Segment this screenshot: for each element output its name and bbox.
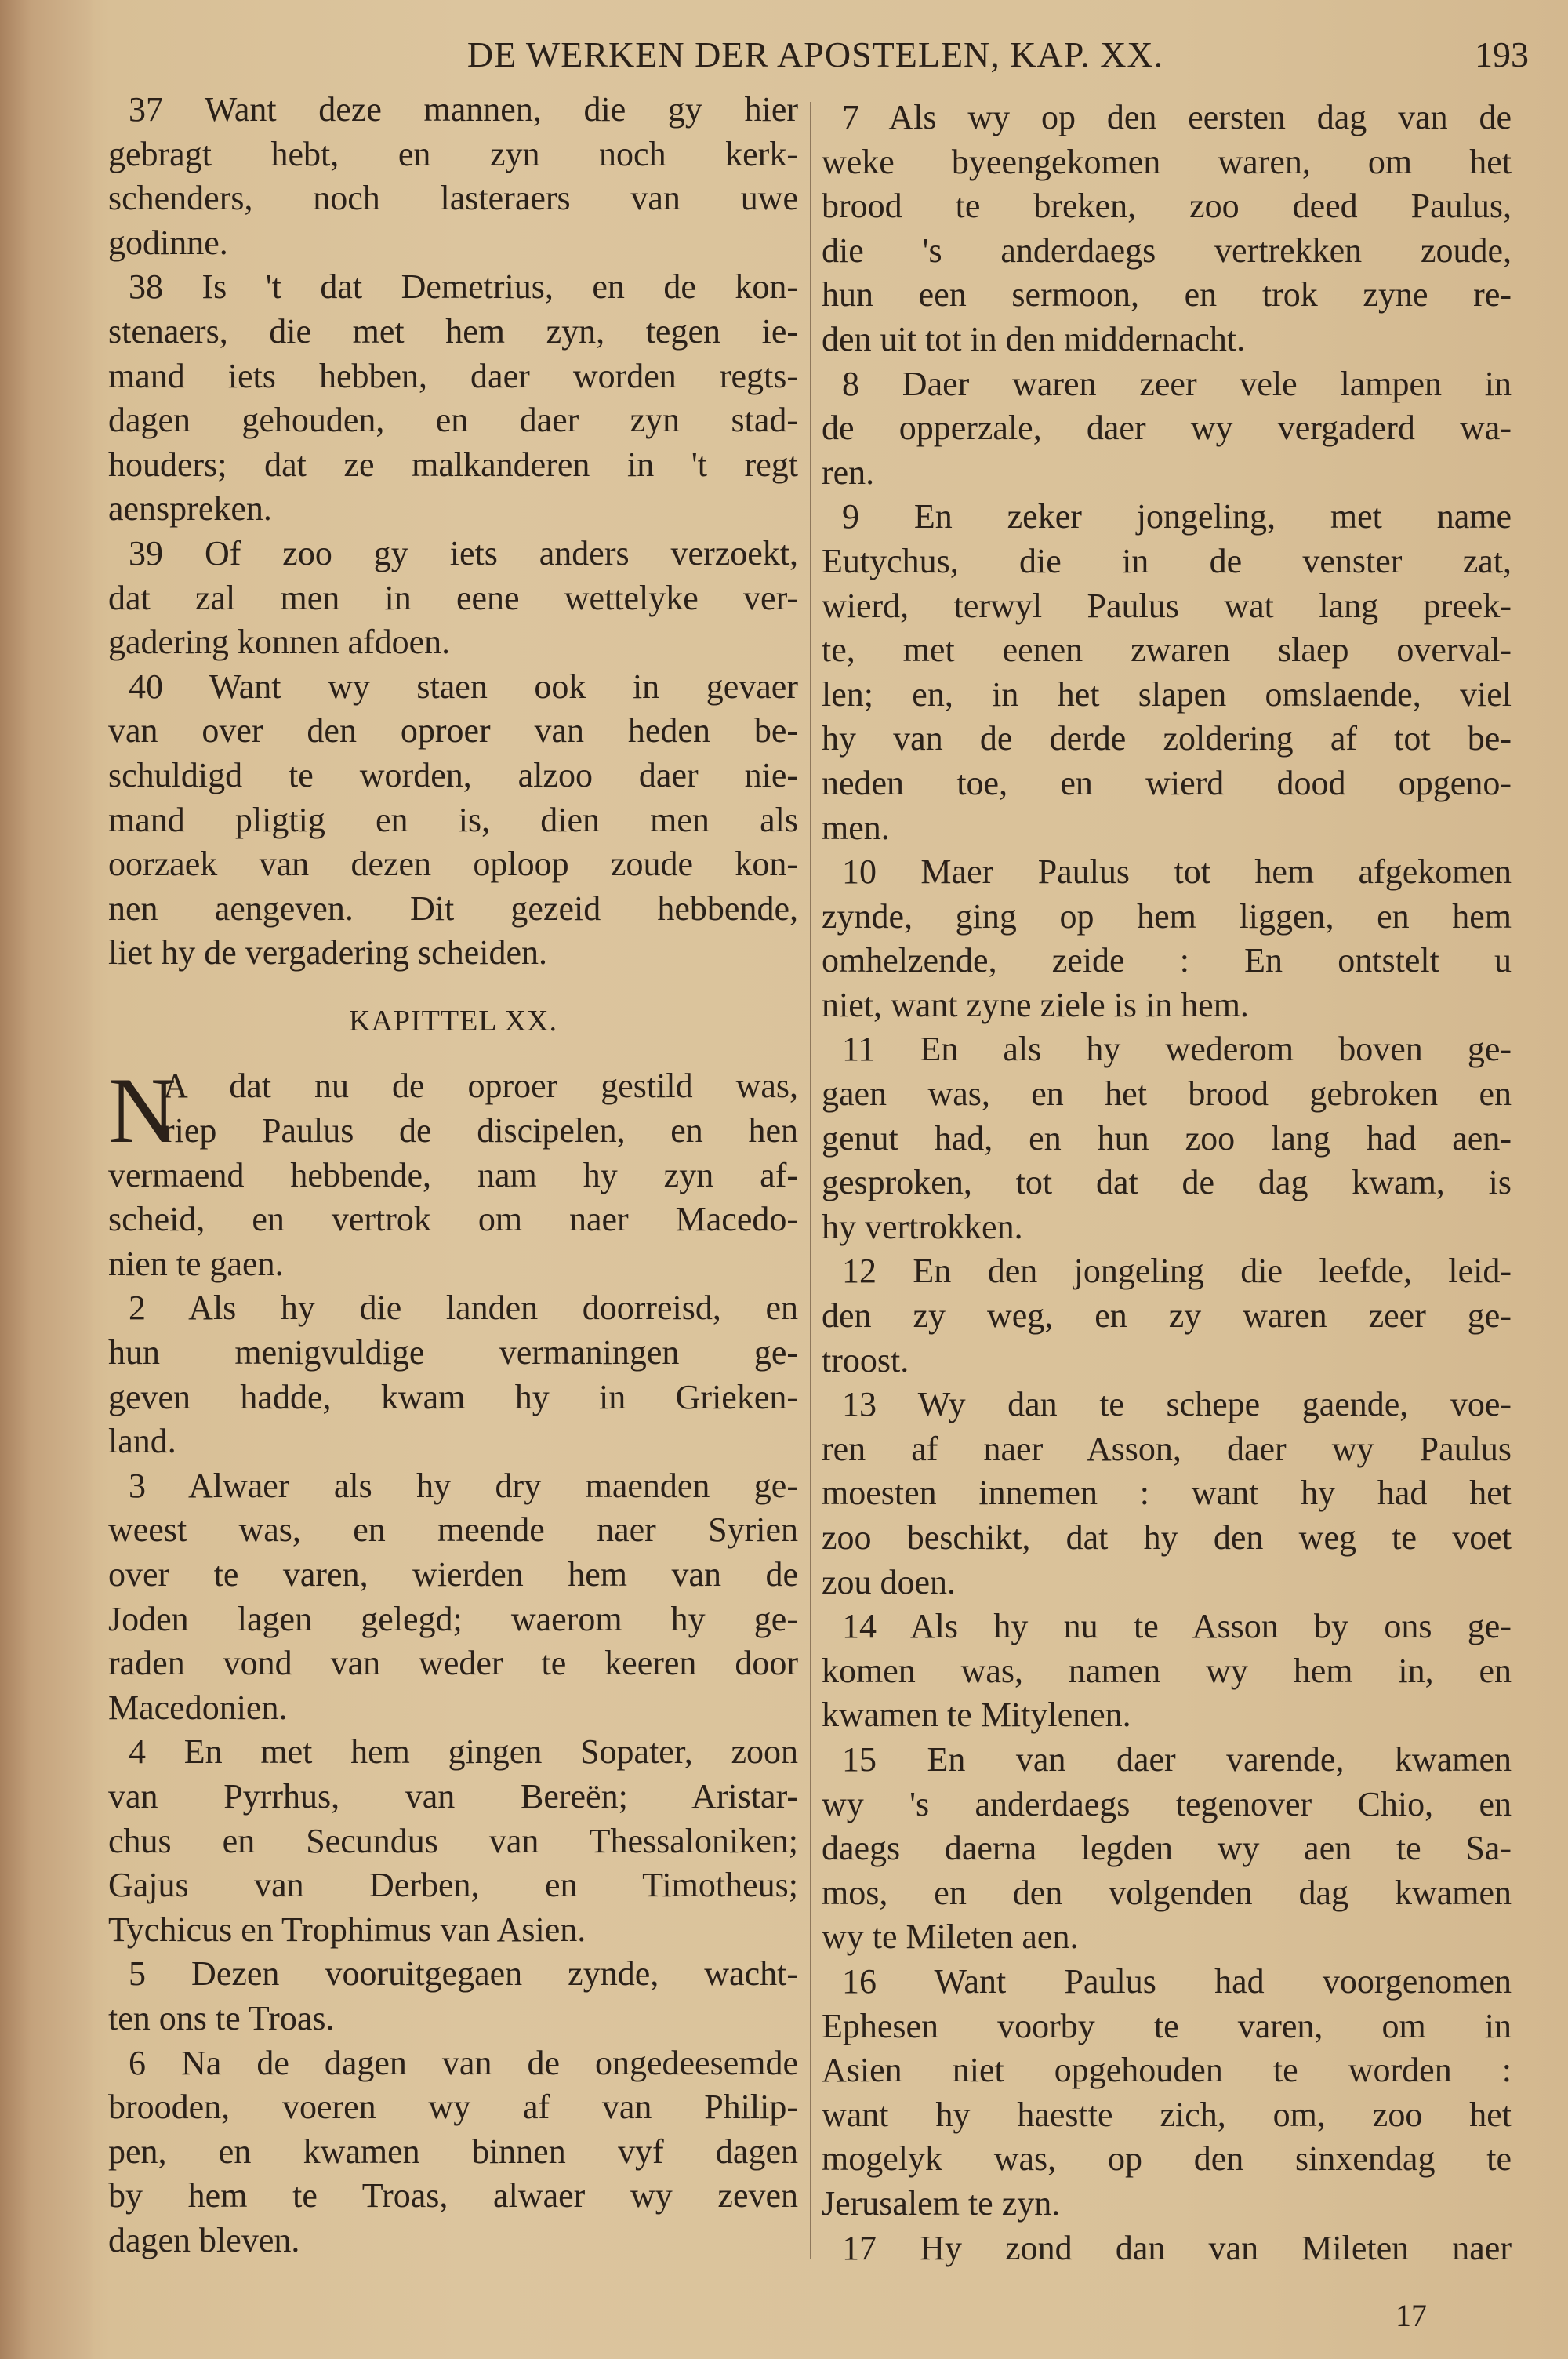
text-line: Gajus van Derben, en Timotheus;	[108, 1866, 798, 1905]
text-line: Tychicus en Trophimus van Asien.	[108, 1910, 586, 1949]
verses-right	[822, 96, 1512, 2270]
text-line: aenspreken.	[108, 489, 272, 529]
text-line: chus en Secundus van Thessaloniken;	[108, 1821, 798, 1860]
running-head: DE WERKEN DER APOSTELEN, KAP. XX.	[466, 35, 1164, 75]
text-line: niet, want zyne ziele is in hem.	[822, 985, 1249, 1024]
text-line: oorzaek van dezen oploop zoude kon-	[108, 845, 798, 884]
chapter-heading: KAPITTEL XX.	[349, 1004, 557, 1038]
verse-paragraph	[822, 1027, 1512, 1249]
text-line: hy vertrokken.	[822, 1207, 1023, 1246]
text-line: vermaend hebbende, nam hy zyn af-	[108, 1155, 798, 1194]
text-line: 17 Hy zond dan van Mileten naer	[842, 2228, 1512, 2267]
text-line: daegs daerna legden wy aen te Sa-	[822, 1829, 1512, 1868]
verse-paragraph	[108, 1952, 798, 2041]
text-line: weest was, en meende naer Syrien	[108, 1510, 798, 1550]
text-line: 15 En van daer varende, kwamen	[842, 1739, 1512, 1779]
verse-paragraph	[108, 532, 798, 665]
text-line: de opperzale, daer wy vergaderd wa-	[822, 409, 1512, 448]
text-line: weke byeengekomen waren, om het	[822, 142, 1512, 181]
text-line: dagen bleven.	[108, 2220, 300, 2259]
text-line: zynde, ging op hem liggen, en hem	[822, 896, 1512, 936]
text-line: A dat nu de oproer gestild was,	[163, 1067, 798, 1106]
text-line: nien te gaen.	[108, 1244, 284, 1283]
text-line: dat zal men in eene wettelyke ver-	[108, 578, 798, 617]
text-line: van over den oproer van heden be-	[108, 711, 798, 751]
text-line: te, met eenen zwaren slaep overval-	[822, 631, 1512, 670]
text-line: 3 Alwaer als hy dry maenden ge-	[129, 1466, 798, 1505]
text-line: mand iets hebben, daer worden regts-	[108, 356, 798, 395]
verse-paragraph	[822, 1960, 1512, 2226]
text-line: men.	[822, 808, 890, 847]
text-line: hy van de derde zoldering af tot be-	[822, 719, 1512, 758]
column-divider	[810, 102, 811, 2259]
verse-paragraph	[108, 1286, 798, 1463]
text-line: wy te Mileten aen.	[822, 1917, 1079, 1957]
text-line: land.	[108, 1422, 176, 1461]
page-number: 193	[1475, 35, 1529, 75]
text-line: zou doen.	[822, 1562, 956, 1601]
text-line: Joden lagen gelegd; waerom hy ge-	[108, 1599, 798, 1638]
verses-chapter-19	[108, 88, 798, 976]
verse-paragraph	[822, 1605, 1512, 1738]
text-line: hun een sermoon, en trok zyne re-	[822, 275, 1512, 314]
text-line: 16 Want Paulus had voorgenomen	[842, 1961, 1512, 2001]
verse-paragraph	[108, 88, 798, 265]
text-line: van Pyrrhus, van Bereën; Aristar-	[108, 1776, 798, 1816]
text-line: 2 Als hy die landen doorreisd, en	[129, 1289, 798, 1328]
text-line: 11 En als hy wederom boven ge-	[842, 1030, 1512, 1069]
text-line: over te varen, wierden hem van de	[108, 1555, 798, 1594]
text-line: Eutychus, die in de venster zat,	[822, 541, 1512, 580]
text-line: 6 Na de dagen van de ongedeesemde	[129, 2043, 798, 2082]
verse-paragraph	[108, 1730, 798, 1952]
text-line: kwamen te Mitylenen.	[822, 1696, 1131, 1735]
text-line: omhelzende, zeide : En ontstelt u	[822, 941, 1512, 980]
text-line: genut had, en hun zoo lang had aen-	[822, 1118, 1512, 1158]
text-line: riep Paulus de discipelen, en hen	[163, 1111, 798, 1150]
text-line: 9 En zeker jongeling, met name	[842, 497, 1512, 536]
verse-paragraph	[108, 1058, 798, 1286]
text-line: 39 Of zoo gy iets anders verzoekt,	[129, 533, 798, 572]
text-line: die 's anderdaegs vertrekken zoude,	[822, 231, 1512, 270]
text-line: ren af naer Asson, daer wy Paulus	[822, 1429, 1512, 1468]
text-line: wy 's anderdaegs tegenover Chio, en	[822, 1784, 1512, 1823]
text-line: brooden, voeren wy af van Philip-	[108, 2088, 798, 2127]
right-column	[822, 96, 1512, 2270]
text-line: mand pligtig en is, dien men als	[108, 800, 798, 839]
signature-mark: 17	[1396, 2298, 1427, 2333]
text-line: nen aengeven. Dit gezeid hebbende,	[108, 889, 798, 928]
text-line: brood te breken, zoo deed Paulus,	[822, 187, 1512, 226]
text-line: 14 Als hy nu te Asson by ons ge-	[842, 1607, 1512, 1646]
verse-paragraph	[822, 362, 1512, 496]
text-line: stenaers, die met hem zyn, tegen ie-	[108, 311, 798, 351]
text-line: mos, en den volgenden dag kwamen	[822, 1873, 1512, 1912]
text-line: 40 Want wy staen ook in gevaer	[129, 667, 798, 706]
text-line: zoo beschikt, dat hy den weg te voet	[822, 1518, 1512, 1557]
verse-paragraph	[108, 265, 798, 532]
verse-paragraph	[822, 2226, 1512, 2271]
text-line: mogelyk was, op den sinxendag te	[822, 2139, 1512, 2179]
text-line: ten ons te Troas.	[108, 1998, 335, 2037]
verse-paragraph	[108, 1464, 798, 1731]
text-line: Macedonien.	[108, 1688, 288, 1727]
verse-paragraph	[108, 2041, 798, 2263]
text-line: hun menigvuldige vermaningen ge-	[108, 1333, 798, 1372]
text-line: godinne.	[108, 223, 228, 262]
text-line: raden vond van weder te keeren door	[108, 1644, 798, 1683]
text-line: schuldigd te worden, alzoo daer nie-	[108, 755, 798, 794]
text-line: schenders, noch lasteraers van uwe	[108, 179, 798, 218]
text-line: 7 Als wy op den eersten dag van de	[842, 98, 1512, 136]
text-line: komen was, namen wy hem in, en	[822, 1651, 1512, 1690]
text-line: gebragt hebt, en zyn noch kerk-	[108, 134, 798, 173]
text-line: by hem te Troas, alwaer wy zeven	[108, 2176, 798, 2215]
text-line: troost.	[822, 1340, 909, 1379]
text-line: Ephesen voorby te varen, om in	[822, 2006, 1512, 2045]
verse-paragraph	[822, 495, 1512, 850]
left-column	[108, 88, 798, 2263]
text-line: scheid, en vertrok om naer Macedo-	[108, 1200, 798, 1239]
text-line: 13 Wy dan te schepe gaende, voe-	[842, 1385, 1512, 1424]
text-line: 5 Dezen vooruitgegaen zynde, wacht-	[129, 1954, 798, 1994]
text-line: geven hadde, kwam hy in Grieken-	[108, 1377, 798, 1416]
text-line: want hy haestte zich, om, zoo het	[822, 2095, 1512, 2134]
text-line: 10 Maer Paulus tot hem afgekomen	[842, 852, 1512, 892]
text-line: gesproken, tot dat de dag kwam, is	[822, 1163, 1512, 1202]
text-line: Jerusalem te zyn.	[822, 2183, 1061, 2223]
text-line: gaen was, en het brood gebroken en	[822, 1074, 1512, 1114]
text-line: 12 En den jongeling die leefde, leid-	[842, 1252, 1512, 1291]
text-line: Asien niet opgehouden te worden :	[822, 2051, 1512, 2090]
verse-paragraph	[822, 1383, 1512, 1605]
text-line: len; en, in het slapen omslaende, viel	[822, 674, 1512, 714]
text-line: 38 Is 't dat Demetrius, en de kon-	[129, 267, 798, 307]
verse-paragraph	[822, 1738, 1512, 1960]
text-line: moesten innemen : want hy had het	[822, 1474, 1512, 1513]
verses-chapter-20	[108, 1058, 798, 2263]
text-line: den zy weg, en zy waren zeer ge-	[822, 1296, 1512, 1336]
text-line: gadering konnen afdoen.	[108, 623, 451, 662]
text-line: dagen gehouden, en daer zyn stad-	[108, 401, 798, 440]
text-line: den uit tot in den middernacht.	[822, 319, 1246, 358]
drop-cap: N	[108, 1058, 176, 1163]
text-line: houders; dat ze malkanderen in 't regt	[108, 445, 798, 484]
text-line: 37 Want deze mannen, die gy hier	[129, 90, 798, 129]
text-line: wierd, terwyl Paulus wat lang preek-	[822, 586, 1512, 625]
verse-paragraph	[108, 665, 798, 976]
text-line: neden toe, en wierd dood opgeno-	[822, 763, 1512, 802]
text-line: ren.	[822, 453, 875, 492]
text-line: pen, en kwamen binnen vyf dagen	[108, 2132, 798, 2171]
verse-paragraph	[822, 850, 1512, 1027]
text-line: 8 Daer waren zeer vele lampen in	[842, 364, 1512, 403]
verse-paragraph	[822, 1249, 1512, 1383]
text-line: liet hy de vergadering scheiden.	[108, 933, 547, 972]
verse-paragraph	[822, 96, 1512, 362]
text-line: 4 En met hem gingen Sopater, zoon	[129, 1732, 798, 1772]
chapter-opening	[108, 1058, 798, 2263]
adjacent-page-edge	[0, 0, 94, 2359]
